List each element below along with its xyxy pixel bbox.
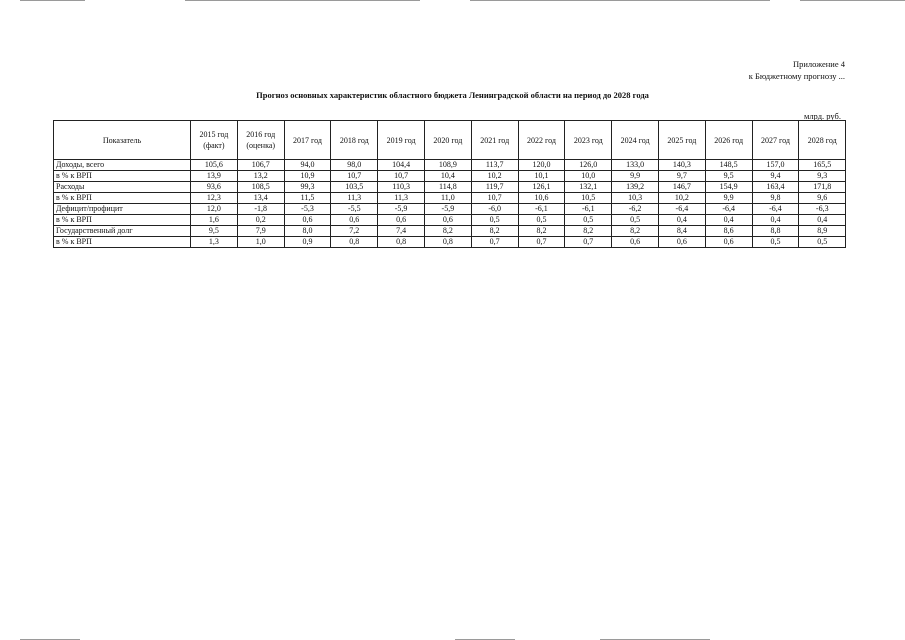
table-cell: 1,0 xyxy=(237,237,284,248)
table-cell: -5,3 xyxy=(284,204,331,215)
column-header-year: 2021 год xyxy=(471,121,518,160)
row-label: в % к ВРП xyxy=(54,215,191,226)
table-cell: 105,6 xyxy=(191,160,238,171)
table-row xyxy=(54,193,846,204)
table-cell: 0,6 xyxy=(378,215,425,226)
table-cell: 9,3 xyxy=(799,171,846,182)
table-cell: -6,3 xyxy=(799,204,846,215)
row-label: Дефицит/профицит xyxy=(54,204,191,215)
table-cell: 119,7 xyxy=(471,182,518,193)
table-cell: 11,5 xyxy=(284,193,331,204)
scan-edge-line xyxy=(185,0,420,1)
table-cell: 10,1 xyxy=(518,171,565,182)
table-cell: 133,0 xyxy=(612,160,659,171)
table-cell: 104,4 xyxy=(378,160,425,171)
table-cell: 13,2 xyxy=(237,171,284,182)
table-row xyxy=(54,237,846,248)
table-cell: -1,8 xyxy=(237,204,284,215)
table-cell: 8,2 xyxy=(518,226,565,237)
table-cell: -6,4 xyxy=(752,204,799,215)
table-cell: 9,5 xyxy=(191,226,238,237)
table-row xyxy=(54,171,846,182)
appendix-reference: к Бюджетному прогнозу ... xyxy=(748,71,845,81)
column-header-year: 2019 год xyxy=(378,121,425,160)
column-header-year: 2018 год xyxy=(331,121,378,160)
table-cell: 7,9 xyxy=(237,226,284,237)
table-row xyxy=(54,160,846,171)
table-cell: 0,9 xyxy=(284,237,331,248)
table-cell: 108,5 xyxy=(237,182,284,193)
table-cell: -5,9 xyxy=(424,204,471,215)
table-cell: 0,5 xyxy=(518,215,565,226)
table-cell: -6,4 xyxy=(658,204,705,215)
table-cell: -5,9 xyxy=(378,204,425,215)
table-cell: 108,9 xyxy=(424,160,471,171)
table-cell: -5,5 xyxy=(331,204,378,215)
table-cell: 0,5 xyxy=(471,215,518,226)
table-cell: 126,0 xyxy=(565,160,612,171)
table-cell: 0,6 xyxy=(424,215,471,226)
row-label: в % к ВРП xyxy=(54,193,191,204)
table-cell: 120,0 xyxy=(518,160,565,171)
table-cell: 11,3 xyxy=(331,193,378,204)
table-cell: 10,5 xyxy=(565,193,612,204)
table-cell: 0,7 xyxy=(518,237,565,248)
table-cell: 113,7 xyxy=(471,160,518,171)
table-cell: 0,8 xyxy=(424,237,471,248)
table-cell: 103,5 xyxy=(331,182,378,193)
table-cell: 0,7 xyxy=(565,237,612,248)
table-cell: 99,3 xyxy=(284,182,331,193)
row-label: Государственный долг xyxy=(54,226,191,237)
column-header-year: 2024 год xyxy=(612,121,659,160)
document-title: Прогноз основных характеристик областного бюджета Ленинградской области на период до 2028 года xyxy=(256,90,649,100)
table-cell: 0,6 xyxy=(284,215,331,226)
table-body xyxy=(54,160,846,248)
column-header-year: 2022 год xyxy=(518,121,565,160)
table-cell: -6,1 xyxy=(565,204,612,215)
table-cell: 8,6 xyxy=(705,226,752,237)
table-cell: 0,7 xyxy=(471,237,518,248)
table-cell: 8,2 xyxy=(424,226,471,237)
table-cell: 10,2 xyxy=(658,193,705,204)
scan-edge-line xyxy=(20,0,85,1)
budget-forecast-table xyxy=(53,120,846,248)
scan-edge-line xyxy=(470,0,770,1)
table-cell: 0,2 xyxy=(237,215,284,226)
table-cell: 126,1 xyxy=(518,182,565,193)
table-cell: 98,0 xyxy=(331,160,378,171)
table-cell: 110,3 xyxy=(378,182,425,193)
table-cell: 0,6 xyxy=(658,237,705,248)
table-cell: 9,9 xyxy=(705,193,752,204)
row-label: в % к ВРП xyxy=(54,171,191,182)
table-cell: 157,0 xyxy=(752,160,799,171)
table-cell: 7,4 xyxy=(378,226,425,237)
units-label: млрд. руб. xyxy=(803,111,841,121)
table-cell: 10,7 xyxy=(331,171,378,182)
table-row xyxy=(54,226,846,237)
table-cell: 0,4 xyxy=(752,215,799,226)
table-cell: 8,2 xyxy=(565,226,612,237)
table-cell: 9,5 xyxy=(705,171,752,182)
table-cell: 9,9 xyxy=(612,171,659,182)
table-header-row xyxy=(54,121,846,160)
table-cell: 8,4 xyxy=(658,226,705,237)
column-header-year: 2023 год xyxy=(565,121,612,160)
column-header-year: 2020 год xyxy=(424,121,471,160)
table-cell: 0,6 xyxy=(705,237,752,248)
table-cell: 132,1 xyxy=(565,182,612,193)
table-cell: 93,6 xyxy=(191,182,238,193)
table-cell: 7,2 xyxy=(331,226,378,237)
scan-edge-line xyxy=(800,0,905,1)
table-row xyxy=(54,204,846,215)
table-cell: 8,8 xyxy=(752,226,799,237)
table-cell: 1,6 xyxy=(191,215,238,226)
table-cell: 163,4 xyxy=(752,182,799,193)
table-cell: 13,9 xyxy=(191,171,238,182)
table-cell: 0,4 xyxy=(705,215,752,226)
table-cell: 9,7 xyxy=(658,171,705,182)
appendix-note xyxy=(749,58,845,82)
table-cell: 114,8 xyxy=(424,182,471,193)
table-cell: 10,0 xyxy=(565,171,612,182)
column-header-year: 2026 год xyxy=(705,121,752,160)
column-header-indicator: Показатель xyxy=(54,121,191,160)
table-cell: 8,2 xyxy=(471,226,518,237)
table-cell: 12,0 xyxy=(191,204,238,215)
table-cell: 0,4 xyxy=(658,215,705,226)
table-cell: 11,3 xyxy=(378,193,425,204)
column-header-year: 2028 год xyxy=(799,121,846,160)
row-label: Расходы xyxy=(54,182,191,193)
table-cell: 165,5 xyxy=(799,160,846,171)
table-cell: -6,0 xyxy=(471,204,518,215)
table-cell: 13,4 xyxy=(237,193,284,204)
table-cell: 10,7 xyxy=(471,193,518,204)
table-cell: 140,3 xyxy=(658,160,705,171)
column-header-year: 2016 год (оценка) xyxy=(237,121,284,160)
table-row xyxy=(54,215,846,226)
column-header-year: 2017 год xyxy=(284,121,331,160)
table-cell: 0,6 xyxy=(331,215,378,226)
column-header-year: 2027 год xyxy=(752,121,799,160)
column-header-year: 2015 год (факт) xyxy=(191,121,238,160)
table-cell: 8,9 xyxy=(799,226,846,237)
table-cell: 10,3 xyxy=(612,193,659,204)
table-cell: 9,4 xyxy=(752,171,799,182)
table-cell: 0,5 xyxy=(752,237,799,248)
table-cell: -6,2 xyxy=(612,204,659,215)
table-cell: 1,3 xyxy=(191,237,238,248)
table-cell: 9,8 xyxy=(752,193,799,204)
table-cell: 10,4 xyxy=(424,171,471,182)
table-cell: 0,5 xyxy=(612,215,659,226)
table-cell: 106,7 xyxy=(237,160,284,171)
table-row xyxy=(54,182,846,193)
table-cell: 12,3 xyxy=(191,193,238,204)
table-cell: 94,0 xyxy=(284,160,331,171)
table-cell: -6,1 xyxy=(518,204,565,215)
table-cell: 148,5 xyxy=(705,160,752,171)
table-cell: 139,2 xyxy=(612,182,659,193)
table-cell: 0,8 xyxy=(378,237,425,248)
table-cell: 10,2 xyxy=(471,171,518,182)
table-cell: 8,2 xyxy=(612,226,659,237)
table-cell: 0,5 xyxy=(565,215,612,226)
table-cell: 0,5 xyxy=(799,237,846,248)
table-cell: 11,0 xyxy=(424,193,471,204)
table-cell: 10,9 xyxy=(284,171,331,182)
appendix-number: Приложение 4 xyxy=(793,59,845,69)
table-cell: 9,6 xyxy=(799,193,846,204)
column-header-year: 2025 год xyxy=(658,121,705,160)
table-cell: 154,9 xyxy=(705,182,752,193)
table-cell: 146,7 xyxy=(658,182,705,193)
table-cell: 0,8 xyxy=(331,237,378,248)
table-cell: 171,8 xyxy=(799,182,846,193)
row-label: в % к ВРП xyxy=(54,237,191,248)
table-cell: 8,0 xyxy=(284,226,331,237)
row-label: Доходы, всего xyxy=(54,160,191,171)
table-cell: 10,7 xyxy=(378,171,425,182)
table-cell: 0,4 xyxy=(799,215,846,226)
table-cell: 10,6 xyxy=(518,193,565,204)
table-cell: -6,4 xyxy=(705,204,752,215)
table-cell: 0,6 xyxy=(612,237,659,248)
